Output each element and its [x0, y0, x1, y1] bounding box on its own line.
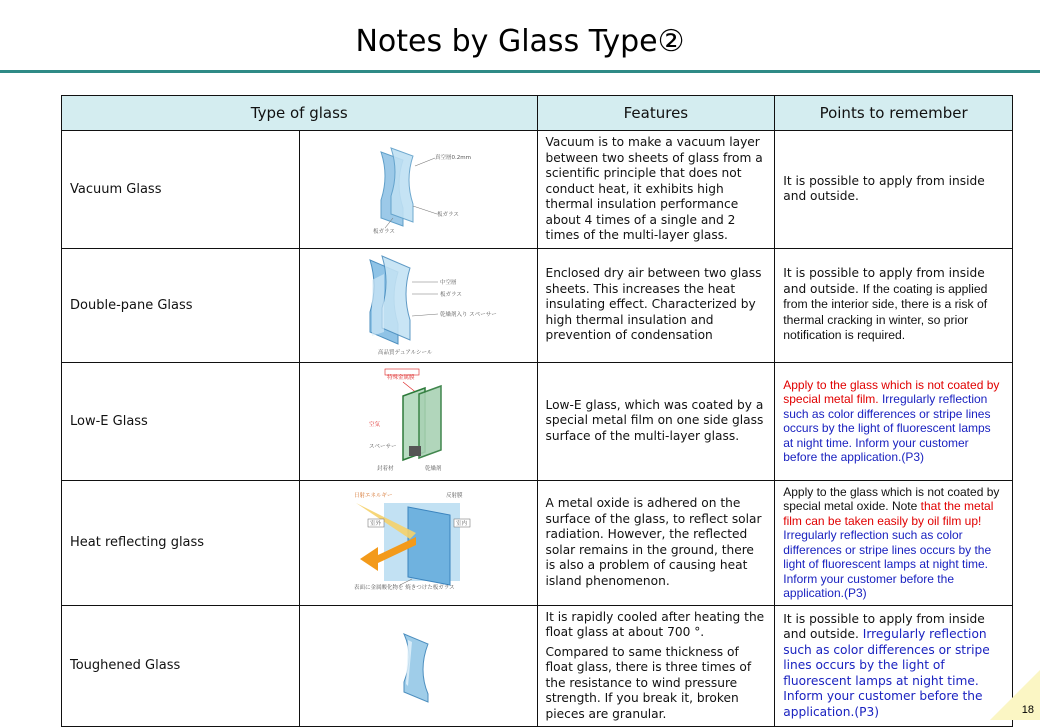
double-pane-glass-image	[299, 248, 537, 362]
image-label: 封着材	[377, 466, 394, 472]
table-row	[62, 480, 1013, 605]
glass-name: Low-E Glass	[62, 362, 300, 480]
image-label: 高品質デュアルシール	[378, 350, 433, 356]
points-text	[775, 248, 1013, 362]
glass-name: Double-pane Glass	[62, 248, 300, 362]
image-label: 反射膜	[446, 492, 463, 499]
low-e-glass-image	[299, 362, 537, 480]
header-type-of-glass: Type of glass	[62, 96, 538, 131]
features-text-part: It is rapidly cooled after heating the float glass at about 700 °.	[545, 609, 765, 639]
image-label: 表面に金属酸化物を 焼きつけた板ガラス	[354, 584, 455, 591]
features-text	[537, 605, 775, 727]
image-label: 中空層	[440, 280, 457, 286]
image-label: 空気	[369, 422, 381, 428]
points-text: It is possible to apply from inside and outside.	[775, 131, 1013, 249]
page-number: 18	[1021, 704, 1034, 716]
image-label: 真空層0.2mm	[435, 155, 472, 162]
title-divider	[0, 70, 1040, 73]
features-text-part: Compared to same thickness of float glass, there is three times of the resistance to wind pressure strength. If you break it, broken pieces are granular.	[545, 644, 752, 721]
points-note-text: Irregularly reflection such as color differences or stripe lines occurs by the light of fluorescent lamps at night time. Inform your customer before the application.(P3)	[783, 528, 992, 600]
table-row	[62, 131, 1013, 249]
image-label: 特殊金属膜	[387, 375, 415, 381]
points-warning-text: Apply to the glass which is not coated by special metal film.	[783, 377, 1000, 406]
points-text	[775, 362, 1013, 480]
image-label: 室内	[456, 520, 468, 527]
image-label: 日射エネルギー	[354, 492, 393, 499]
table-row	[62, 605, 1013, 727]
features-text: Low-E glass, which was coated by a special metal film on one side glass surface of the multi-layer glass.	[537, 362, 775, 480]
features-text: Enclosed dry air between two glass sheets. This increases the heat insulating effect. Characterized by high thermal insulation and prevention of condensation	[537, 248, 775, 362]
features-text: Vacuum is to make a vacuum layer between two sheets of glass from a scientific principle that does not conduct heat, it exhibits high thermal insulation performance about 4 times of a single and 2 times of the multi-layer glass.	[537, 131, 775, 249]
image-label: 室外	[370, 520, 382, 527]
glass-name: Heat reflecting glass	[62, 480, 300, 605]
image-label: 板ガラス	[437, 212, 459, 219]
points-warning-text: If the coating is applied from the interior side, there is a risk of thermal cracking in winter, so prior notification is required.	[783, 281, 988, 343]
image-label: スペーサー	[369, 444, 397, 450]
toughened-glass-image	[299, 605, 537, 727]
image-label: 乾燥剤	[425, 466, 442, 472]
points-note-text: Irregularly reflection such as color differences or stripe lines occurs by the light of fluorescent lamps at night time. Inform your customer before the application.(P3)	[783, 392, 991, 464]
points-warning-text: that the metal film can be taken easily by oil film up!	[783, 499, 994, 528]
image-label: 板ガラス	[440, 292, 462, 298]
features-text: A metal oxide is adhered on the surface of the glass, to reflect solar radiation. However, the reflected solar remains in the ground, there is also a problem of causing heat island phenomenon.	[537, 480, 775, 605]
points-text	[775, 480, 1013, 605]
heat-reflecting-glass-image	[299, 480, 537, 605]
image-label: 乾燥剤入り スペーサー	[440, 312, 497, 318]
table-row	[62, 248, 1013, 362]
table-header-row	[62, 96, 1013, 131]
points-text-part: Apply to the glass which is not coated by special metal oxide. Note	[783, 484, 1000, 513]
vacuum-glass-image	[299, 131, 537, 249]
points-text-part: It is possible to apply from inside and outside.	[783, 266, 985, 296]
glass-type-table	[61, 95, 1013, 727]
header-points-to-remember: Points to remember	[775, 96, 1013, 131]
glass-name: Vacuum Glass	[62, 131, 300, 249]
page-title: Notes by Glass Type②	[355, 24, 685, 59]
points-text-part: It is possible to apply from inside and outside.	[783, 611, 985, 641]
table-row	[62, 362, 1013, 480]
header-features: Features	[537, 96, 775, 131]
points-text	[775, 605, 1013, 727]
glass-name: Toughened Glass	[62, 605, 300, 727]
image-label: 板ガラス	[373, 229, 395, 236]
points-note-text: Irregularly reflection such as color differences or stripe lines occurs by the light of fluorescent lamps at night time. Inform your customer before the application.(P3)	[783, 627, 990, 719]
